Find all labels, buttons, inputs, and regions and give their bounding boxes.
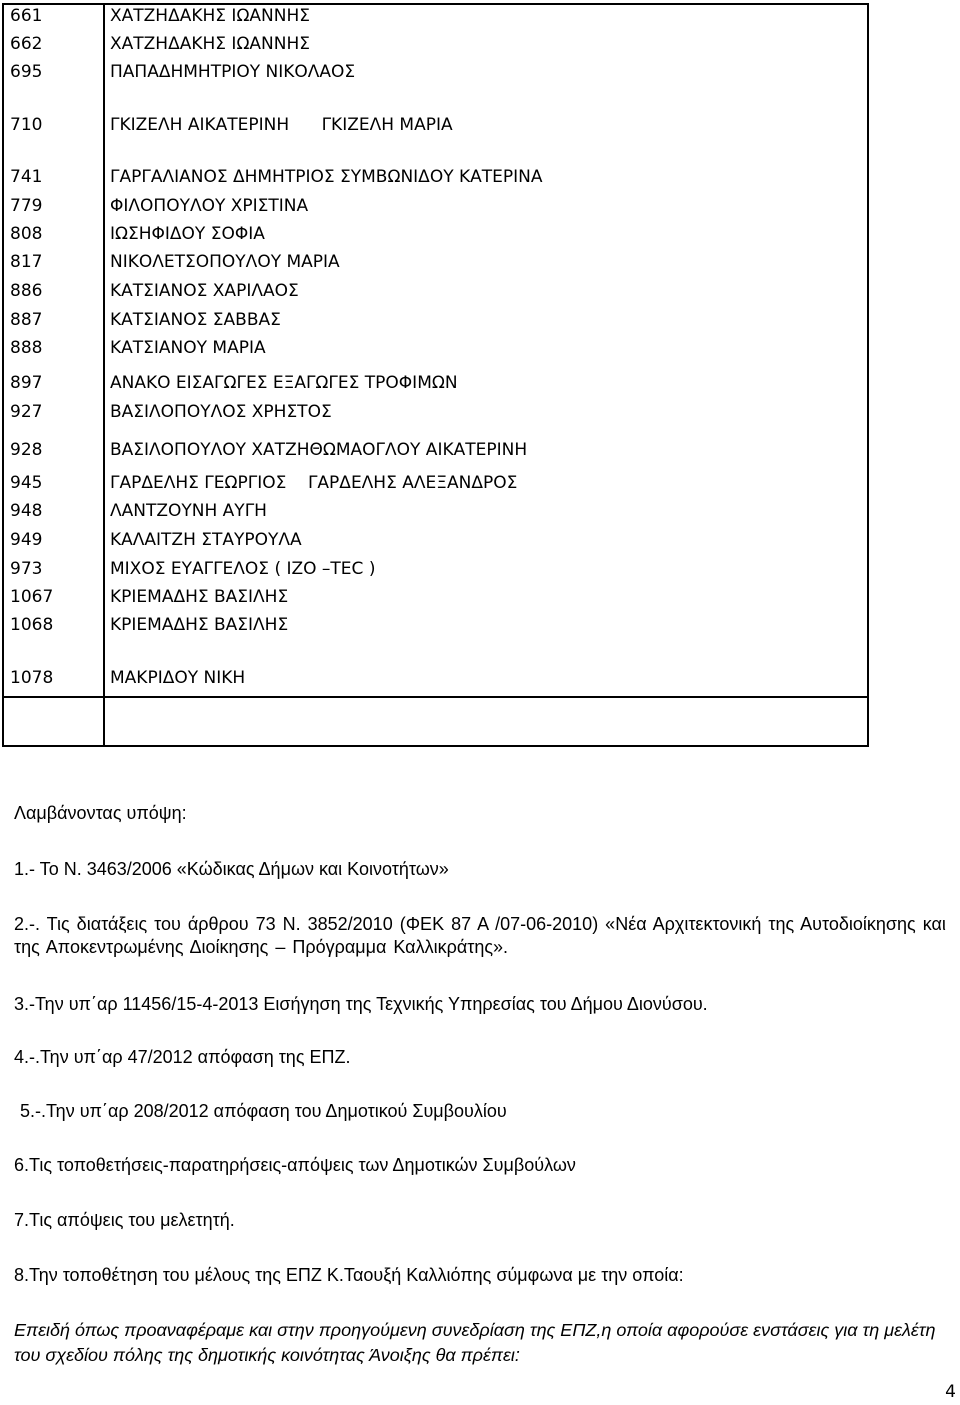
row-owner-name: ΛΑΝΤΖΟΥΝΗ ΑΥΓΗ <box>110 501 267 521</box>
row-owner-name: ΓΑΡΔΕΛΗΣ ΓΕΩΡΓΙΟΣ ΓΑΡΔΕΛΗΣ ΑΛΕΞΑΝΔΡΟΣ <box>110 473 518 493</box>
row-number: 945 <box>10 473 43 493</box>
column-divider <box>103 5 105 745</box>
row-owner-name: ΜΑΚΡΙΔΟΥ ΝΙΚΗ <box>110 668 246 688</box>
row-owner-name: ΚΑΛΑΙΤΖΗ ΣΤΑΥΡΟΥΛΑ <box>110 530 302 550</box>
row-number: 1068 <box>10 615 54 635</box>
row-number: 710 <box>10 115 43 135</box>
row-owner-name: ΧΑΤΖΗΔΑΚΗΣ ΙΩΑΝΝΗΣ <box>110 34 311 54</box>
row-owner-name: ΚΡΙΕΜΑΔΗΣ ΒΑΣΙΛΗΣ <box>110 587 289 607</box>
legal-item-1: 1.- Το Ν. 3463/2006 «Κώδικας Δήμων και Κοινοτήτων» <box>14 859 449 879</box>
legal-item-2: 2.-. Τις διατάξεις του άρθρου 73 Ν. 3852/2010 (ΦΕΚ 87 Α /07-06-2010) «Νέα Αρχιτεκτονική της Αυτοδιοίκησης και της Αποκεντρωμένης Διοίκησης – Πρόγραμμα Καλλικράτης». <box>14 914 946 957</box>
row-number: 948 <box>10 501 43 521</box>
row-number: 886 <box>10 281 43 301</box>
legal-item-3: 3.-Την υπ΄αρ 11456/15-4-2013 Εισήγηση της Τεχνικής Υπηρεσίας του Δήμου Διονύσου. <box>14 994 708 1014</box>
row-owner-name: ΓΚΙΖΕΛΗ ΑΙΚΑΤΕΡΙΝΗ ΓΚΙΖΕΛΗ ΜΑΡΙΑ <box>110 115 453 135</box>
row-number: 973 <box>10 559 43 579</box>
legal-item-6: 6.Τις τοποθετήσεις-παρατηρήσεις-απόψεις των Δημοτικών Συμβούλων <box>14 1155 576 1175</box>
row-owner-name: ΦΙΛΟΠΟΥΛΟΥ ΧΡΙΣΤΙΝΑ <box>110 196 309 216</box>
quoted-statement: Επειδή όπως προαναφέραμε και στην προηγούμενη συνεδρίαση της ΕΠΖ,η οποία αφορούσε ενστάσεις για τη μελέτη του σχεδίου πόλης της δημοτικής κοινότητας Άνοιξης θα πρέπει: <box>14 1320 936 1365</box>
row-number: 741 <box>10 167 43 187</box>
row-number: 808 <box>10 224 43 244</box>
row-owner-name: ΒΑΣΙΛΟΠΟΥΛΟΥ ΧΑΤΖΗΘΩΜΑΟΓΛΟΥ ΑΙΚΑΤΕΡΙΝΗ <box>110 440 528 460</box>
row-owner-name: ΜΙΧΟΣ ΕΥΑΓΓΕΛΟΣ ( ΙΖΟ –TEC ) <box>110 559 376 579</box>
legal-item-4: 4.-.Την υπ΄αρ 47/2012 απόφαση της ΕΠΖ. <box>14 1047 351 1067</box>
row-number: 662 <box>10 34 43 54</box>
row-owner-name: ΠΑΠΑΔΗΜΗΤΡΙΟΥ ΝΙΚΟΛΑΟΣ <box>110 62 356 82</box>
row-owner-name: ΓΑΡΓΑΛΙΑΝΟΣ ΔΗΜΗΤΡΙΟΣ ΣΥΜΒΩΝΙΔΟΥ ΚΑΤΕΡΙΝΑ <box>110 167 543 187</box>
row-number: 1067 <box>10 587 54 607</box>
row-number: 1078 <box>10 668 54 688</box>
row-owner-name: ΙΩΣΗΦΙΔΟΥ ΣΟΦΙΑ <box>110 224 265 244</box>
empty-row-border <box>4 696 867 698</box>
legal-item-5: 5.-.Την υπ΄αρ 208/2012 απόφαση του Δημοτικού Συμβουλίου <box>20 1101 507 1121</box>
row-number: 927 <box>10 402 43 422</box>
row-owner-name: ΚΑΤΣΙΑΝΟΣ ΧΑΡΙΛΑΟΣ <box>110 281 299 301</box>
legal-item-8: 8.Την τοποθέτηση του μέλους της ΕΠΖ Κ.Ταουξή Καλλιόπης σύμφωνα με την οποία: <box>14 1265 684 1285</box>
considering-heading: Λαμβάνοντας υπόψη: <box>14 803 187 823</box>
page-number: 4 <box>945 1382 956 1402</box>
row-number: 928 <box>10 440 43 460</box>
legal-item-7: 7.Τις απόψεις του μελετητή. <box>14 1210 235 1230</box>
row-number: 817 <box>10 252 43 272</box>
row-number: 661 <box>10 6 43 26</box>
row-owner-name: ΒΑΣΙΛΟΠΟΥΛΟΣ ΧΡΗΣΤΟΣ <box>110 402 332 422</box>
row-number: 887 <box>10 310 43 330</box>
row-owner-name: ΧΑΤΖΗΔΑΚΗΣ ΙΩΑΝΝΗΣ <box>110 6 311 26</box>
row-number: 779 <box>10 196 43 216</box>
row-owner-name: ΚΑΤΣΙΑΝΟΣ ΣΑΒΒΑΣ <box>110 310 281 330</box>
row-owner-name: ΚΡΙΕΜΑΔΗΣ ΒΑΣΙΛΗΣ <box>110 615 289 635</box>
row-number: 888 <box>10 338 43 358</box>
row-owner-name: ΝΙΚΟΛΕΤΣΟΠΟΥΛΟΥ ΜΑΡΙΑ <box>110 252 340 272</box>
row-owner-name: ΑΝΑΚΟ ΕΙΣΑΓΩΓΕΣ ΕΞΑΓΩΓΕΣ ΤΡΟΦΙΜΩΝ <box>110 373 458 393</box>
row-number: 897 <box>10 373 43 393</box>
row-number: 949 <box>10 530 43 550</box>
row-number: 695 <box>10 62 43 82</box>
row-owner-name: ΚΑΤΣΙΑΝΟΥ ΜΑΡΙΑ <box>110 338 266 358</box>
